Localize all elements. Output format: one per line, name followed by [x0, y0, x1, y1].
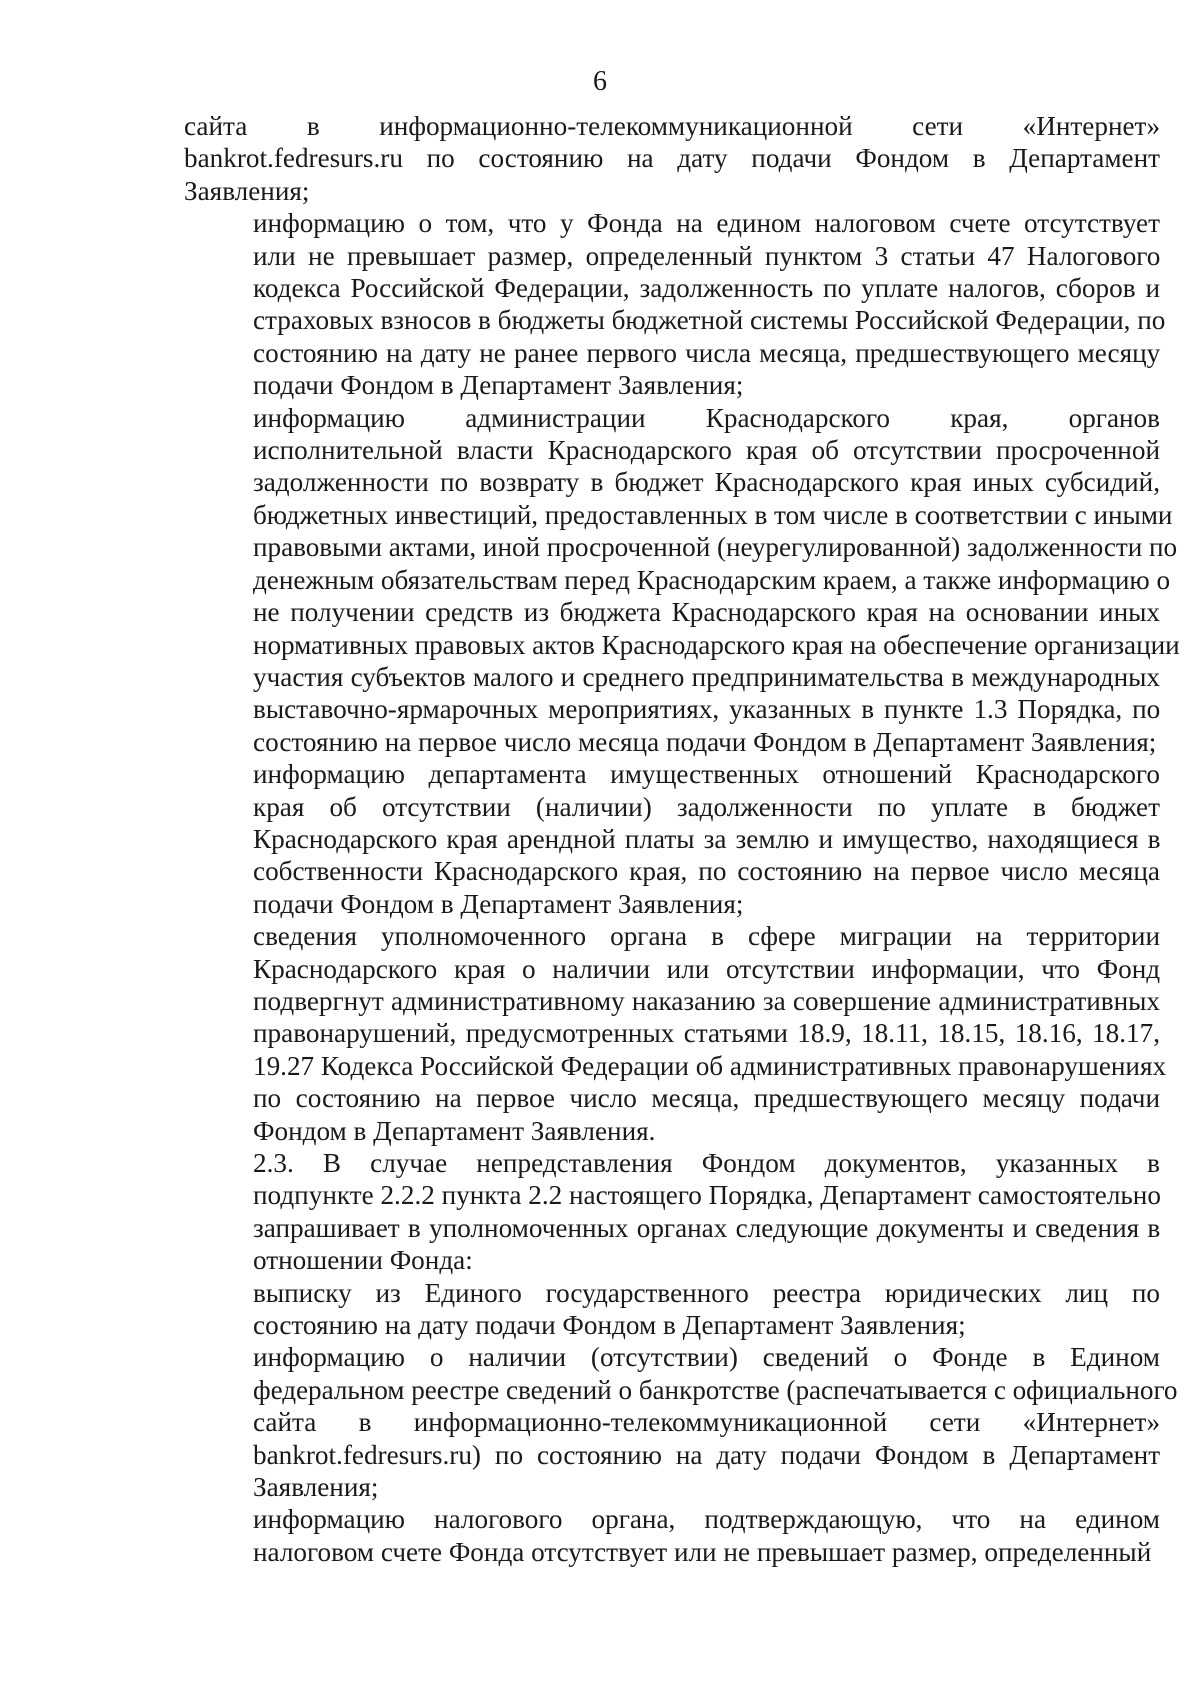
- document-body: [184, 110, 1180, 1568]
- text-line: федеральном реестре сведений о банкротстве (распечатывается с официального: [253, 1374, 1178, 1405]
- text-line: состоянию на первое число месяца подачи Фондом в Департамент Заявления;: [253, 726, 1157, 757]
- text-line: bankrot.fedresurs.ru по состоянию на дату подачи Фондом в Департамент: [184, 143, 1161, 174]
- text-line: подачи Фондом в Департамент Заявления;: [253, 370, 744, 401]
- text-line: по состоянию на первое число месяца, предшествующего месяцу подачи: [253, 1083, 1160, 1114]
- text-line: состоянию на дату подачи Фондом в Департамент Заявления;: [253, 1310, 966, 1341]
- text-line: нормативных правовых актов Краснодарского края на обеспечение организации: [253, 629, 1180, 660]
- text-line: информацию налогового органа, подтверждающую, что на едином: [253, 1504, 1160, 1535]
- text-line: кодекса Российской Федерации, задолженность по уплате налогов, сборов и: [253, 273, 1161, 304]
- text-line: налоговом счете Фонда отсутствует или не превышает размер, определенный: [253, 1536, 1152, 1567]
- text-line: сведения уполномоченного органа в сфере миграции на территории: [253, 921, 1160, 952]
- paragraph: [184, 207, 1166, 401]
- text-line: задолженности по возврату в бюджет Краснодарского края иных субсидий,: [253, 467, 1160, 498]
- text-line: собственности Краснодарского края, по состоянию на первое число месяца: [253, 856, 1160, 887]
- text-line: или не превышает размер, определенный пунктом 3 статьи 47 Налогового: [253, 240, 1161, 271]
- text-line: информацию администрации Краснодарского края, органов: [253, 402, 1160, 433]
- text-line: страховых взносов в бюджеты бюджетной системы Российской Федерации, по: [253, 305, 1166, 336]
- text-line: подпункте 2.2.2 пункта 2.2 настоящего Порядка, Департамент самостоятельно: [253, 1180, 1161, 1211]
- text-line: Фондом в Департамент Заявления.: [253, 1115, 656, 1146]
- text-line: Заявления;: [184, 175, 310, 206]
- text-line: сайта в информационно-телекоммуникационной сети «Интернет»: [184, 111, 1161, 141]
- paragraph: [184, 1503, 1160, 1568]
- paragraph: [184, 758, 1160, 920]
- text-line: информацию о том, что у Фонда на едином налоговом счете отсутствует: [253, 208, 1160, 239]
- text-line: участия субъектов малого и среднего предпринимательства в международных: [253, 661, 1160, 692]
- text-line: не получении средств из бюджета Краснодарского края на основании иных: [253, 597, 1160, 628]
- paragraph: [184, 1341, 1178, 1503]
- paragraph: [184, 110, 1160, 207]
- paragraph: [184, 1277, 1160, 1342]
- page-number: 6: [593, 66, 607, 97]
- text-line: края об отсутствии (наличии) задолженности по уплате в бюджет: [253, 791, 1160, 822]
- text-line: 19.27 Кодекса Российской Федерации об административных правонарушениях: [253, 1050, 1167, 1081]
- text-line: правовыми актами, иной просроченной (неурегулированной) задолженности по: [253, 532, 1178, 563]
- text-line: bankrot.fedresurs.ru) по состоянию на дату подачи Фондом в Департамент: [253, 1439, 1161, 1470]
- text-line: Заявления;: [253, 1472, 379, 1503]
- text-line: информацию о наличии (отсутствии) сведений о Фонде в Едином: [253, 1342, 1160, 1373]
- text-line: бюджетных инвестиций, предоставленных в том числе в соответствии с иными: [253, 499, 1173, 530]
- text-line: подвергнут административному наказанию за совершение административных: [253, 985, 1160, 1016]
- text-line: правонарушений, предусмотренных статьями 18.9, 18.11, 18.15, 18.16, 18.17,: [253, 1018, 1160, 1049]
- text-line: подачи Фондом в Департамент Заявления;: [253, 888, 744, 919]
- text-line: состоянию на дату не ранее первого числа месяца, предшествующего месяцу: [253, 337, 1161, 368]
- text-line: Краснодарского края арендной платы за землю и имущество, находящиеся в: [253, 823, 1161, 854]
- text-line: 2.3. В случае непредставления Фондом документов, указанных в: [253, 1148, 1160, 1178]
- paragraph: [184, 1147, 1160, 1277]
- text-line: информацию департамента имущественных отношений Краснодарского: [253, 759, 1160, 790]
- text-line: выписку из Единого государственного реестра юридических лиц по: [253, 1277, 1160, 1308]
- paragraph: [184, 920, 1167, 1147]
- text-line: сайта в информационно-телекоммуникационной сети «Интернет»: [253, 1407, 1161, 1438]
- text-line: выставочно-ярмарочных мероприятиях, указанных в пункте 1.3 Порядка, по: [253, 694, 1161, 725]
- text-line: Краснодарского края о наличии или отсутствии информации, что Фонд: [253, 953, 1161, 984]
- text-line: исполнительной власти Краснодарского края об отсутствии просроченной: [253, 435, 1160, 466]
- text-line: запрашивает в уполномоченных органах следующие документы и сведения в: [253, 1212, 1161, 1243]
- paragraph: [184, 402, 1180, 758]
- text-line: денежным обязательствам перед Краснодарским краем, а также информацию о: [253, 564, 1171, 595]
- text-line: отношении Фонда:: [253, 1245, 473, 1276]
